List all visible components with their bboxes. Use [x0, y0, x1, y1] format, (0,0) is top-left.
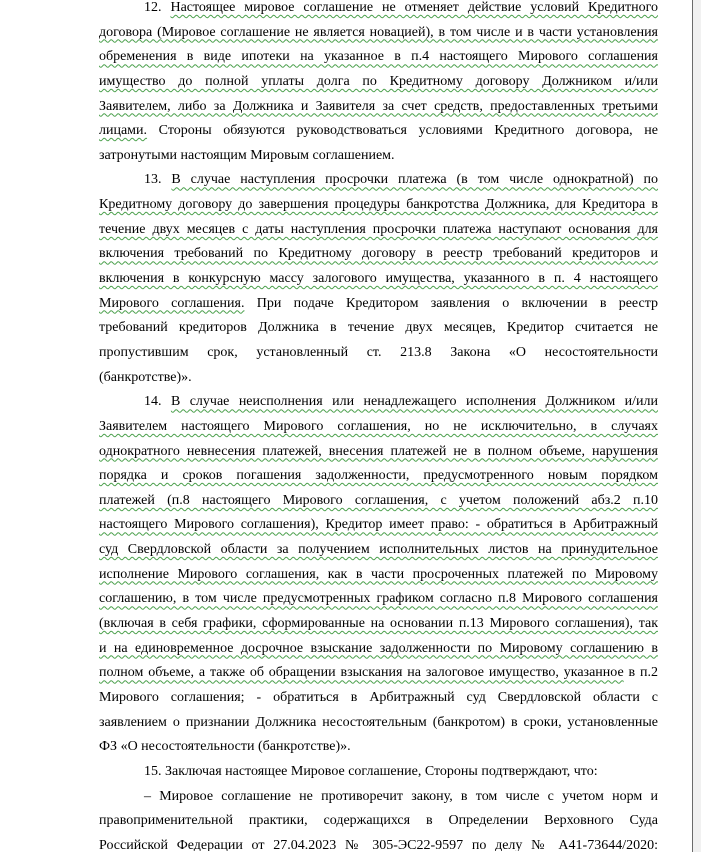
text-line: [99, 370, 658, 395]
text-line: [99, 493, 658, 518]
text-line: [99, 542, 658, 567]
text-line: [99, 320, 658, 345]
text-run: пропустившим срок, установленный ст. 213.8 Закона «О несостоятельности: [99, 344, 658, 360]
text-run: Российской Федерации от 27.04.2023 № 305-ЭС22-9597 по делу № А41-73644/2020:: [99, 837, 658, 852]
text-line: [99, 148, 658, 173]
text-run: 13.: [144, 172, 172, 188]
grammar-flagged-text: Заявителем настоящего Мирового соглашения, но не исключительно, в случаях: [99, 418, 658, 434]
clause-13: [99, 172, 658, 394]
grammar-flagged-text: однократного невнесения платежей, внесения платежей не в полном объеме, нарушения: [99, 443, 658, 459]
grammar-flagged-text: суд Свердловской области за получением исполнительных листов на принудительное: [99, 542, 658, 558]
clause-12: [99, 0, 658, 172]
grammar-flagged-text: Настоящее мировое соглашение не отменяет действие условий Кредитного: [170, 0, 658, 15]
grammar-flagged-text: В случае наступления просрочки платежа (в том числе однократной) по: [171, 172, 658, 188]
text-line: [99, 25, 658, 50]
text-line: [99, 99, 658, 124]
grammar-flagged-text: Кредитному договору до завершения процедуры банкротства Должника, для Кредитора в: [99, 197, 658, 213]
grammar-flagged-text: и на единовременное досрочное взыскание задолженности по Мировому соглашению в: [99, 640, 658, 656]
clause-14: [99, 394, 658, 764]
grammar-flagged-text: соглашению, в том числе предусмотренных графиком согласно п.8 Мирового соглашения: [99, 591, 658, 607]
text-run: затронутыми настоящим Мировым соглашением.: [99, 147, 395, 163]
grammar-flagged-text: договора (Мировое соглашение не является новацией), в том числе и в части установления: [99, 24, 658, 40]
grammar-flagged-text: настоящего Мирового соглашения), Кредитор имеет право: - обратиться в Арбитражный: [99, 517, 658, 533]
text-line: [99, 444, 658, 469]
text-run: 15. Заключая настоящее Мировое соглашение, Стороны подтверждают, что:: [144, 763, 598, 779]
text-line: [99, 49, 658, 74]
clause-15: [99, 764, 658, 789]
text-line: [99, 296, 658, 321]
text-run: 14.: [144, 394, 171, 410]
text-line: [99, 74, 658, 99]
grammar-flagged-text: исполнение Мирового соглашения, как в части просроченных платежей по Мировому: [99, 566, 658, 582]
text-line: [99, 419, 658, 444]
clause-15-item: [99, 789, 658, 852]
grammar-flagged-text: обременения в виде ипотеки на указанное в п.4 настоящего Мирового соглашения: [99, 49, 658, 65]
text-run: Мирового соглашения; - обратиться в Арбитражный суд Свердловской области с: [99, 689, 658, 705]
grammar-flagged-text: течение двух месяцев с даты наступления просрочки платежа наступают основания для: [99, 221, 658, 237]
text-line: [99, 345, 658, 370]
text-run: правоприменительной практики, содержащихся в Определении Верховного Суда: [99, 813, 658, 829]
text-line: [99, 394, 658, 419]
document-body: [99, 0, 658, 851]
grammar-flagged-text: имущество до полной уплаты долга по Кредитному договору Должником и/или: [99, 73, 658, 89]
text-run: заявлением о признании Должника несостоятельным (банкротом) в сроки, установленные: [99, 714, 658, 730]
grammar-flagged-text: Мирового соглашения.: [99, 295, 245, 311]
text-line: [99, 665, 658, 690]
text-line: [99, 0, 658, 25]
text-run: – Мировое соглашение не противоречит закону, в том числе с учетом норм и: [144, 788, 658, 804]
grammar-flagged-text: включения в конкурсную массу залогового имущества, указанного в п. 4 настоящего: [99, 271, 658, 287]
text-line: [99, 641, 658, 666]
text-run: требований кредиторов Должника в течение двух месяцев, Кредитор считается не: [99, 320, 658, 336]
text-run: При подаче Кредитором заявления о включении в реестр: [244, 295, 658, 311]
text-run: 12.: [144, 0, 171, 15]
text-line: [99, 813, 658, 838]
text-run: ФЗ «О несостоятельности (банкротстве)».: [99, 739, 351, 755]
text-run: Стороны обязуются руководствоваться условиями Кредитного договора, не: [147, 123, 658, 139]
grammar-flagged-text: порядка и сроков погашения задолженности, предусмотренного новым порядком: [99, 468, 658, 484]
text-line: [99, 715, 658, 740]
grammar-flagged-text: включения требований по Кредитному договору в реестр требований кредиторов и: [99, 246, 658, 262]
text-line: [99, 567, 658, 592]
text-line: [99, 271, 658, 296]
text-line: [99, 764, 658, 789]
text-line: [99, 616, 658, 641]
text-run: в п.2: [623, 665, 658, 681]
text-line: [99, 197, 658, 222]
text-line: [99, 838, 658, 852]
grammar-flagged-text: Заявителем, либо за Должника и Заявителя за счет средств, предоставленных третьими: [99, 98, 658, 114]
text-line: [99, 690, 658, 715]
grammar-flagged-text: (включая в себя графики, сформированные на основании п.13 Мирового соглашения), так: [99, 616, 658, 632]
text-line: [99, 123, 658, 148]
text-line: [99, 172, 658, 197]
text-line: [99, 739, 658, 764]
text-run: (банкротстве)».: [99, 369, 192, 385]
grammar-flagged-text: полном объеме, а также об обращении взыскания на залоговое имущество, указанное: [99, 665, 624, 681]
text-line: [99, 468, 658, 493]
grammar-flagged-text: лицами.: [99, 123, 148, 139]
text-line: [99, 517, 658, 542]
grammar-flagged-text: платежей (п.8 настоящего Мирового соглашения, с учетом положений абз.2 п.10: [99, 492, 658, 508]
text-line: [99, 591, 658, 616]
text-line: [99, 789, 658, 814]
grammar-flagged-text: В случае неисполнения или ненадлежащего исполнения Должником и/или: [170, 394, 658, 410]
text-line: [99, 222, 658, 247]
text-line: [99, 246, 658, 271]
